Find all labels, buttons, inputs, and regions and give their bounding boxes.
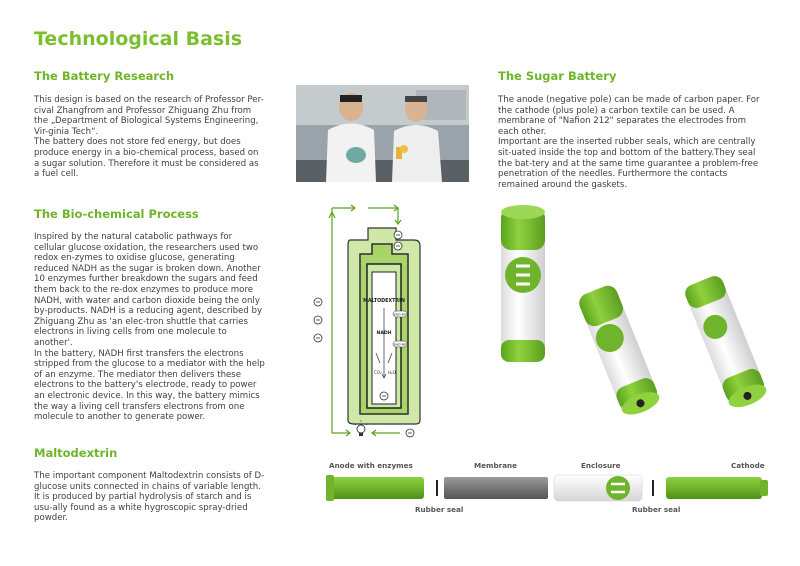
biochemical-text [34, 232, 266, 423]
exploded-parts [326, 472, 770, 504]
battery-research-text [34, 95, 266, 180]
biochemical-p1: Inspired by the natural catabolic pathways for cellular glucose oxidation, the researchers used two redox en-zymes to oxidise glucose, generating reduced NADH as the sugar is broken down. Another 10 enzymes further breakdown the sugars and feed them back to the re-dox enzymes to produce more NADH, with water and carbon dioxide being the only by-products. NADH is a reducing agent, described by Zhiguang Zhu as 'an elec-tron shuttle that carries electrons in living cells from one molecule to another'. [34, 232, 263, 348]
sugar-battery-text [498, 95, 766, 190]
sugar-battery-p1: The anode (negative pole) can be made of carbon paper. For the cathode (plus pole) a carbon textile can be used. A membrane of "Nafion 212" separates the electrodes from each other. [498, 95, 760, 137]
diagram-nadh: NADH [376, 331, 392, 336]
label-enclosure: Enclosure [581, 461, 621, 470]
sugar-battery-heading: The Sugar Battery [498, 69, 617, 83]
label-rubber-seal-1: Rubber seal [415, 505, 464, 514]
label-cathode: Cathode [731, 461, 765, 470]
maltodextrin-heading: Maltodextrin [34, 446, 118, 460]
biochemical-heading: The Bio-chemical Process [34, 207, 199, 221]
page-title: Technological Basis [34, 28, 243, 50]
diagram-h2o: H₂O [388, 370, 396, 375]
battery-research-p1: This design is based on the research of Professor Per-cival Zhangfrom and Professor Zhiguang Zhu from the „Department of Biological Systems Engineering, Vir-ginia Tech“. [34, 95, 264, 137]
battery-research-p3: a fuel cell. [34, 169, 79, 180]
battery-research-p2: The battery does not store fed energy, but does produce energy in a bio-chemical process, based on a sugar solution. Therefore it must be considered as [34, 137, 259, 169]
sugar-battery-p2: Important are the inserted rubber seals, which are centrally sit-uated inside the top and bottom of the battery.They seal the bat-tery and at the same time guarantee a problem-free penetration of the needles. Furthermore the contacts remained around the gaskets. [498, 137, 759, 190]
battery-diagram [310, 198, 460, 443]
label-rubber-seal-2: Rubber seal [632, 505, 681, 514]
diagram-co2: CO₂ [374, 370, 382, 375]
maltodextrin-text: The important component Maltodextrin consists of D-glucose units connected in chains of variable length. It is produced by partial hydrolysis of starch and is usu-ally found as a white hygroscopic spray-dried powder. [34, 471, 265, 524]
diagram-enzyme-1: ENZYME [393, 312, 407, 317]
diagram-enzyme-2: ENZYME [393, 342, 407, 347]
battery-renders [488, 200, 768, 445]
diagram-maltodextrin: MALTODEXTRIN [363, 299, 405, 304]
label-membrane: Membrane [474, 461, 518, 470]
label-anode: Anode with enzymes [329, 461, 413, 470]
battery-research-heading: The Battery Research [34, 69, 175, 83]
photo-researchers [296, 85, 469, 182]
biochemical-p2: In the battery, NADH first transfers the electrons stripped from the glucose to a mediator with the help of an enzyme. The mediator then delivers these electrons to the battery's electrode, ready to power an electronic device. In this way, the battery mimics the way a living cell transfers electrons from one molecule to another to generate power. [34, 348, 265, 423]
